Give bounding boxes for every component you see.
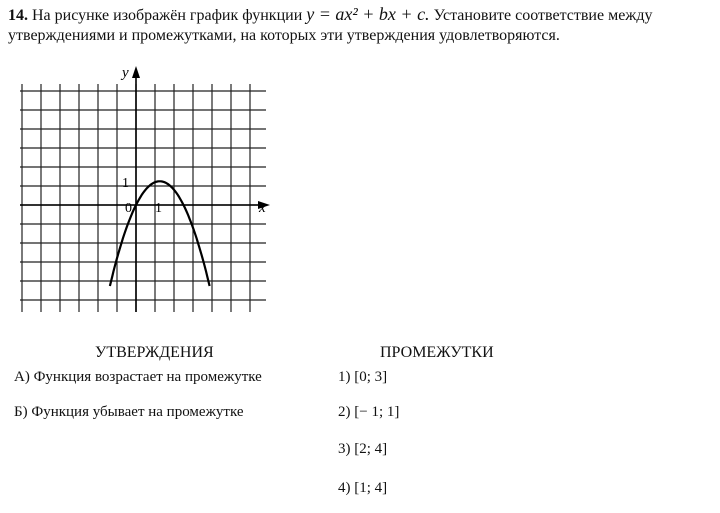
y-axis-arrow [132,66,140,78]
problem-text-end: Установите соответствие между утверждениями и промежутками, на которых эти утверждения удовлетворяются. [8,7,653,44]
problem-statement [8,4,714,46]
statements-header: УТВЕРЖДЕНИЯ [95,344,214,361]
y-axis-label: y [122,65,129,81]
interval-option-4: 4) [1; 4] [338,480,388,496]
statement-b: Б) Функция убывает на промежутке [14,404,244,420]
origin-label: 0 [125,201,132,216]
tick-label-x-one: 1 [155,201,162,216]
x-axis-label: x [259,200,266,216]
parabola-curve [110,181,210,286]
statement-a: А) Функция возрастает на промежутке [14,369,262,385]
interval-option-2: 2) [− 1; 1] [338,404,400,420]
problem-text-start: На рисунке изображён график функции [32,7,303,24]
tick-label-y-one: 1 [122,176,129,191]
function-formula: y = ax² + bx + c. [306,4,430,24]
interval-option-1: 1) [0; 3] [338,369,388,385]
problem-number: 14. [8,7,28,24]
coordinate-grid [20,84,266,312]
axes [20,70,266,312]
interval-option-3: 3) [2; 4] [338,441,388,457]
function-graph [0,60,300,320]
intervals-header: ПРОМЕЖУТКИ [380,344,494,361]
